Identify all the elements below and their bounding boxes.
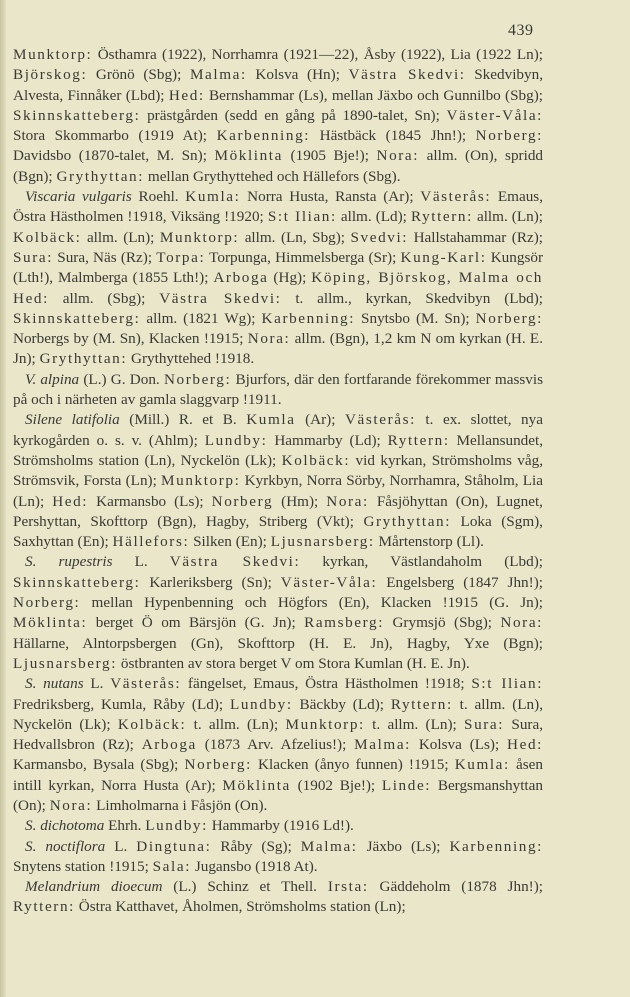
text-run: mellan Hypenbenning och Högfors (En), Klacken !1915 (G. Jn); (80, 594, 543, 612)
parish-name: Nora: (247, 330, 291, 348)
text-run: t. allm., kyrkan, Skedvibyn (Lbd); (281, 289, 543, 307)
text-run: t. allm. (Ln); (364, 715, 465, 733)
species-name: S. nutans (25, 675, 84, 693)
text-run: (1905 Bje!); (282, 147, 377, 165)
parish-name: Linde: (381, 776, 432, 794)
parish-name: Kumla: (185, 188, 241, 206)
text-run: Loka (Sgm), Saxhyttan (En); (13, 512, 543, 551)
text-run: Sura, Hedvallsbron (Rz); (13, 715, 544, 754)
paragraph (13, 877, 543, 918)
text-run: Davidsbo (1870-talet, M. Sn); (13, 147, 215, 165)
text-run: Hammarby (Ld); (267, 431, 388, 449)
parish-name: S:t Ilian: (267, 208, 337, 226)
paragraph (13, 45, 543, 187)
parish-name: Kumla (246, 411, 296, 429)
parish-name: Malma: (300, 837, 358, 855)
parish-name: Arboga (213, 269, 269, 287)
text-run: Bernshammar (Ls), mellan Jäxbo och Gunnilbo (Sbg); (204, 86, 544, 104)
parish-name: Malma: (354, 736, 411, 754)
text-run: allm. (Ld); (336, 208, 411, 226)
text-run: Grythyttehed !1918. (127, 350, 255, 368)
parish-name: Ramsberg: (304, 614, 385, 632)
parish-name: Sura: (464, 715, 505, 733)
text-run: Norra Husta, Ransta (Ar); (240, 188, 421, 206)
text-run: Skedvibyn, Alvesta, Finnåker (Lbd); (13, 66, 543, 104)
text-run: Karmansbo (Ls); (88, 492, 212, 510)
parish-name: Grythyttan: (56, 167, 145, 185)
page-binding-edge (0, 0, 6, 997)
text-run: Östhamra (1922), Norrhamra (1921—22), Åsby (1922), Lia (1922 Ln); (92, 46, 543, 63)
parish-name: Karbenning: (449, 837, 543, 855)
parish-name: Kung-Karl: (400, 248, 487, 266)
species-name: S. dichotoma (25, 817, 105, 835)
text-run: (Hg); (268, 269, 312, 287)
text-run: åsen intill kyrkan, Norra Husta (Ar); (13, 756, 543, 794)
parish-name: Kolbäck: (13, 228, 82, 246)
text-run: Mårtenstorp (Ll). (374, 533, 484, 551)
text-run: Östra Katthavet, Åholmen, Strömsholms station (Ln); (74, 898, 406, 916)
text-run: allm. (On), spridd (Bgn); (13, 147, 544, 185)
text-run: (Ar); (295, 411, 345, 429)
parish-name: Sura: (13, 248, 54, 266)
parish-name: Hällefors: (112, 533, 190, 551)
parish-name: Torpa: (156, 248, 206, 266)
parish-name: Västerås: (344, 411, 416, 429)
parish-name: Skinnskatteberg: (13, 106, 141, 124)
text-run: Jugansbo (1918 At). (191, 857, 318, 875)
parish-name: Nora: (500, 614, 544, 632)
text-run: Klacken (ånyo funnen) !1915; (251, 756, 455, 774)
text-run: L. (112, 553, 170, 571)
species-name: Silene latifolia (25, 411, 120, 429)
text-run: allm. (Ln); (472, 208, 544, 226)
text-run: Sura, Näs (Rz); (53, 248, 157, 266)
text-run: allm. (Bgn), 1,2 km N om kyrkan (H. E. Jn); (13, 330, 543, 368)
text-run: allm. (Ln, Sbg); (239, 228, 351, 246)
parish-name: Västra Skedvi: (159, 289, 282, 307)
text-run: Bjurfors, där den fortfarande förekommer massvis på och i närheten av gamla slaggvarp !1911. (13, 370, 543, 409)
parish-name: Västra Skedvi: (169, 553, 301, 571)
text-run: Torpunga, Himmelsberga (Sr); (205, 248, 401, 266)
parish-name: Munktorp: (285, 715, 365, 733)
text-run: Ehrh. (104, 817, 146, 835)
text-run: fängelset, Emaus, Östra Hästholmen !1918; (181, 675, 472, 693)
text-run: Hammarby (1916 Ld!). (207, 817, 354, 835)
text-run: mellan Grythyttehed och Hällefors (Sbg). (144, 167, 401, 185)
body-text (13, 45, 543, 918)
parish-name: Munktorp: (161, 472, 241, 490)
text-run: (1873 Arv. Afzelius!); (196, 736, 355, 754)
parish-name: Munktorp: (13, 46, 93, 63)
paragraph (13, 552, 543, 674)
text-run: Råby (Sg); (211, 837, 301, 855)
parish-name: Ljusnarsberg: (270, 533, 375, 551)
text-run: Grönö (Sbg); (87, 66, 190, 84)
text-run: t. ex. slottet, nya kyrkogården o. s. v. (Ahlm); (13, 411, 543, 449)
text-run: L. (83, 675, 111, 693)
parish-name: Norberg (211, 492, 274, 510)
text-run: östbranten av stora berget V om Stora Kumlan (H. E. Jn). (117, 654, 470, 672)
text-run: allm. (Ln); (81, 228, 160, 246)
paragraph (13, 837, 543, 878)
parish-name: Ryttern: (410, 208, 473, 226)
text-run: t. allm. (Ln), Nyckelön (Lk); (13, 695, 543, 733)
parish-name: Norberg: (475, 309, 543, 327)
parish-name: Ryttern: (390, 695, 453, 713)
text-run: Hästbäck (1845 Jhn!); (310, 127, 476, 145)
parish-name: Hed: (168, 86, 205, 104)
text-run: Hallstahammar (Rz); (408, 228, 544, 246)
parish-name: Ljusnarsberg: (13, 654, 118, 672)
text-run: kyrkan, Västlandaholm (Lbd); (300, 553, 544, 571)
parish-name: Lundby: (229, 695, 293, 713)
parish-name: Norberg: (475, 127, 543, 145)
parish-name: Ryttern: (13, 898, 75, 916)
parish-name: Sala: (152, 857, 192, 875)
text-run: Snytens station !1915; (13, 857, 153, 875)
species-name: S. rupestris (25, 553, 113, 571)
text-run: Kyrkbyn, Norra Sörby, Norrhamra, Ståholm, Lia (Ln); (13, 472, 544, 510)
text-run: Snytsbo (M. Sn); (355, 309, 476, 327)
parish-name: Kolbäck: (281, 451, 351, 469)
parish-name: Väster-Våla: (446, 106, 543, 124)
text-run: Gäddeholm (1878 Jhn!); (368, 878, 543, 896)
text-run: Hällarne, Alntorpsbergen (Gn), Skofttorp (H. E. Jn), Hagby, Yxe (Bgn); (13, 634, 543, 652)
parish-name: Karbenning: (216, 127, 311, 145)
species-name: S. noctiflora (25, 837, 106, 855)
text-run: Karleriksberg (Sn); (140, 573, 281, 591)
parish-name: Möklinta (214, 147, 283, 165)
text-run: Limholmarna i Fåsjön (On). (92, 796, 268, 814)
text-run: Jäxbo (Ls); (357, 837, 450, 855)
text-run: Mellansundet, Strömsholms station (Ln), Nyckelön (Lk); (13, 431, 544, 469)
paragraph (13, 674, 543, 816)
parish-name: Kumla: (454, 756, 510, 774)
parish-name: Arboga (141, 736, 197, 754)
text-run: Engelsberg (1847 Jhn!); (377, 573, 543, 591)
parish-name: Hed: (52, 492, 89, 510)
parish-name: Möklinta (222, 776, 291, 794)
parish-name: Dingtuna: (136, 837, 212, 855)
parish-name: Irsta: (327, 878, 369, 896)
parish-name: Västerås: (110, 675, 182, 693)
parish-name: Hed: (507, 736, 543, 754)
text-run: (Hm); (273, 492, 327, 510)
parish-name: Lundby: (145, 817, 208, 835)
parish-name: Norberg: (13, 594, 81, 612)
parish-name: Västra Skedvi: (348, 66, 466, 84)
parish-name: Karbenning: (261, 309, 356, 327)
text-run: berget Ö om Bärsjön (G. Jn); (87, 614, 305, 632)
parish-name: Möklinta: (13, 614, 88, 632)
paragraph (13, 816, 543, 836)
paragraph (13, 410, 543, 552)
text-run: prästgården (sedd en gång på 1890-talet, Sn); (140, 106, 447, 124)
parish-name: Lundby: (204, 431, 268, 449)
parish-name: Köping, Björskog, Malma och Hed: (13, 269, 544, 307)
species-name: V. alpina (25, 370, 80, 388)
parish-name: Ryttern: (387, 431, 450, 449)
text-run: Kolsva (Ls); (411, 736, 508, 754)
text-run: Kolsva (Hn); (246, 66, 349, 84)
parish-name: Skinnskatteberg: (13, 309, 141, 327)
parish-name: S:t Ilian: (471, 675, 544, 693)
text-run: vid kyrkan, Strömsholms våg, Strömsvik, Forsta (Ln); (13, 451, 544, 490)
parish-name: Malma: (189, 66, 247, 84)
text-run: Roehl. (131, 188, 186, 206)
text-run: allm. (1821 Wg); (140, 309, 262, 327)
parish-name: Svedvi: (350, 228, 409, 246)
text-run: (L.) Schinz et Thell. (162, 878, 328, 896)
text-run: allm. (Sbg); (48, 289, 160, 307)
paragraph (13, 370, 543, 411)
parish-name: Väster-Våla: (280, 573, 378, 591)
text-run: Kungsör (Lth!), Malmberga (1855 Lth!); (13, 248, 544, 287)
text-run: Norbergs by (M. Sn), Klacken !1915; (13, 330, 248, 348)
parish-name: Grythyttan: (363, 512, 452, 530)
text-run: Bäckby (Ld); (292, 695, 391, 713)
parish-name: Norberg: (184, 756, 252, 774)
text-run: Stora Skommarbo (1919 At); (13, 127, 217, 145)
text-run: Fredriksberg, Kumla, Råby (Ld); (13, 695, 230, 713)
parish-name: Kolbäck: (117, 715, 187, 733)
text-run: Fåsjöhyttan (On), Lugnet, Pershyttan, Skofttorp (Bgn), Hagby, Striberg (Vkt); (13, 492, 543, 530)
text-run: Grymsjö (Sbg); (384, 614, 501, 632)
parish-name: Munktorp: (159, 228, 240, 246)
text-run: (L.) G. Don. (79, 370, 164, 388)
parish-name: Nora: (49, 796, 93, 814)
text-run: (1902 Bje!); (290, 776, 382, 794)
parish-name: Västerås: (420, 188, 492, 206)
parish-name: Norberg: (163, 370, 232, 388)
parish-name: Björskog: (13, 66, 88, 84)
parish-name: Nora: (326, 492, 369, 510)
species-name: Melandrium dioecum (25, 878, 163, 896)
text-run: Emaus, Östra Hästholmen !1918, Viksäng !1920; (13, 188, 543, 226)
paragraph (13, 187, 543, 370)
text-run: t. allm. (Ln); (186, 715, 286, 733)
text-run: L. (105, 837, 137, 855)
text-run: Bergsmanshyttan (On); (13, 776, 543, 814)
parish-name: Nora: (376, 147, 420, 165)
page-number: 439 (508, 22, 534, 39)
text-run: (Mill.) R. et B. (119, 411, 247, 429)
parish-name: Grythyttan: (39, 350, 128, 368)
species-name: Viscaria vulgaris (25, 188, 132, 206)
parish-name: Skinnskatteberg: (13, 573, 141, 591)
text-run: Karmansbo, Bysala (Sbg); (13, 756, 185, 774)
text-run: Silken (En); (189, 533, 271, 551)
